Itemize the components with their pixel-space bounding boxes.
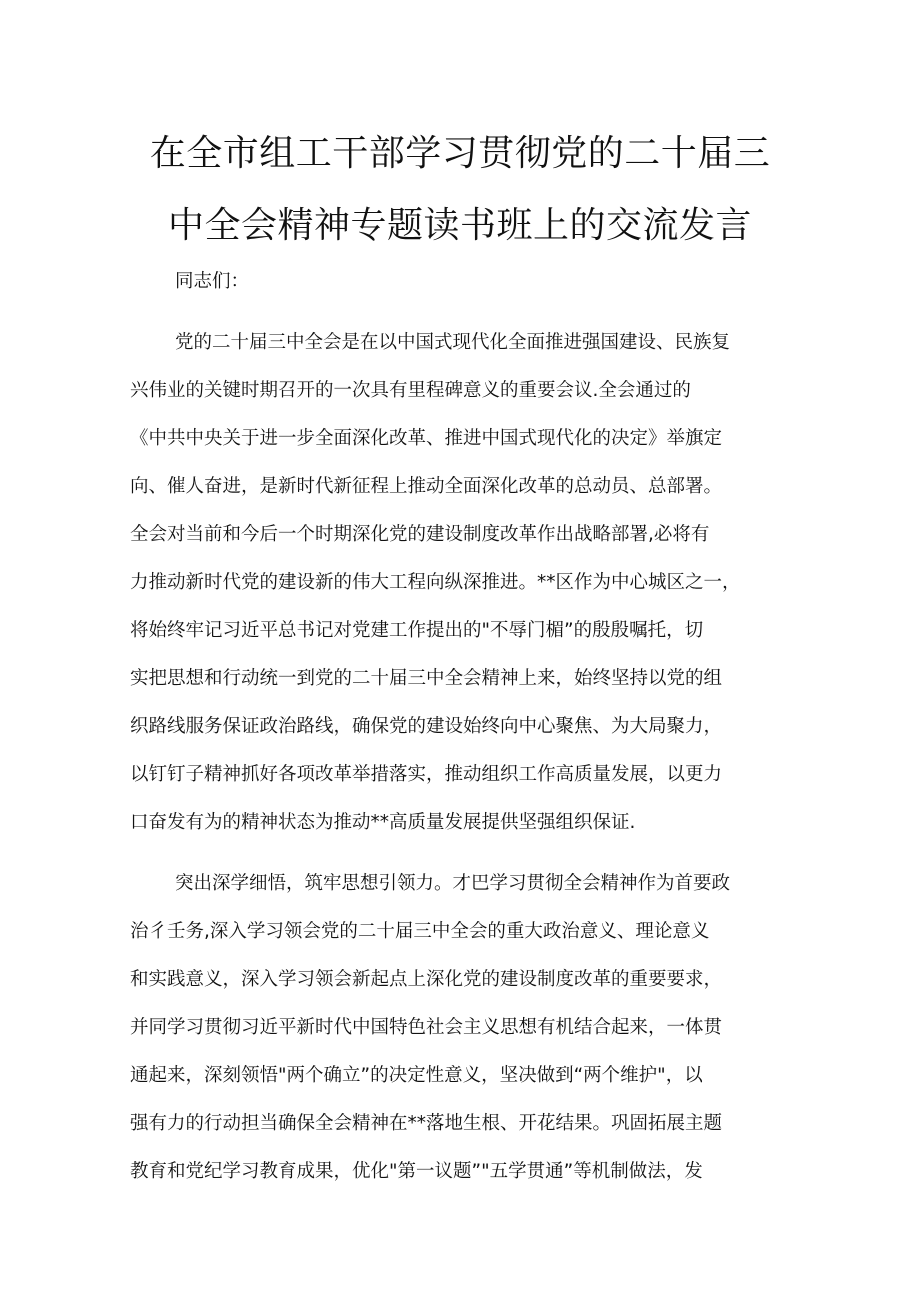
text-line: 实把思想和行动统一到党的二十届三中全会精神上来，始终坚持以党的组 [130,668,723,689]
text-line: 教育和党纪学习教育成果，优化"第一议题”"五学贯通”等机制做法，发 [130,1161,703,1182]
greeting: 同志们： [175,271,250,292]
text-line: 治彳壬务,深入学习领会党的二十届三中全会的重大政治意义、理论意义 [130,921,710,942]
text-line: 以钉钉子精神抓好各项改革举措落实，推动组织工作高质量发展，以更力 [130,764,723,785]
text-line: 兴伟业的关键时期召开的一次具有里程碑意义的重要会议.全会通过的 [130,380,691,401]
title-line: 在全市组工干部学习贯彻党的二十届三 [149,133,771,174]
text-line: 和实践意义，深入学习领会新起点上深化党的建设制度改革的重要要求， [130,969,723,990]
text-line: 强有力的行动担当确保全会精神在**落地生根、开花结果。巩固拓展主题 [130,1113,723,1134]
paragraph-intro [130,306,780,847]
text-line: 并同学习贯彻习近平新时代中国特色社会主义思想有机结合起来，一体贯 [130,1017,723,1038]
text-line: 力推动新时代党的建设新的伟大工程向纵深推进。**区作为中心城区之一， [130,572,741,593]
text-line: 将始终牢记习近平总书记对党建工作提出的"不辱门楣”的殷殷嘱托，切 [130,620,704,641]
text-line: 突出深学细悟，筑牢思想引领力。才巴学习贯彻全会精神作为首要政 [175,873,731,894]
text-line: 织路线服务保证政治路线，确保党的建设始终向中心聚焦、为大局聚力， [130,716,723,737]
document-title [0,118,920,262]
text-line: 党的二十届三中全会是在以中国式现代化全面推进强国建设、民族复 [175,332,731,353]
title-line: 中全会精神专题读书班上的交流发言 [167,205,752,246]
text-line: 全会对当前和今后一个时期深化党的建设制度改革作出战略部署,必将有 [130,524,710,545]
document-body [130,258,780,1196]
text-line: 通起来，深刻领悟"两个确立”的决定性意义，坚决做到“两个维护"，以 [130,1065,703,1086]
paragraph-study [130,847,780,1196]
text-line: 口奋发有为的精神状态为推动**高质量发展提供坚强组织保证. [130,812,636,833]
text-line: 《中共中央关于进一步全面深化改革、推进中国式现代化的决定》举旗定 [130,428,723,449]
text-line: 向、催人奋进，是新时代新征程上推动全面深化改革的总动员、总部署。 [130,476,723,497]
